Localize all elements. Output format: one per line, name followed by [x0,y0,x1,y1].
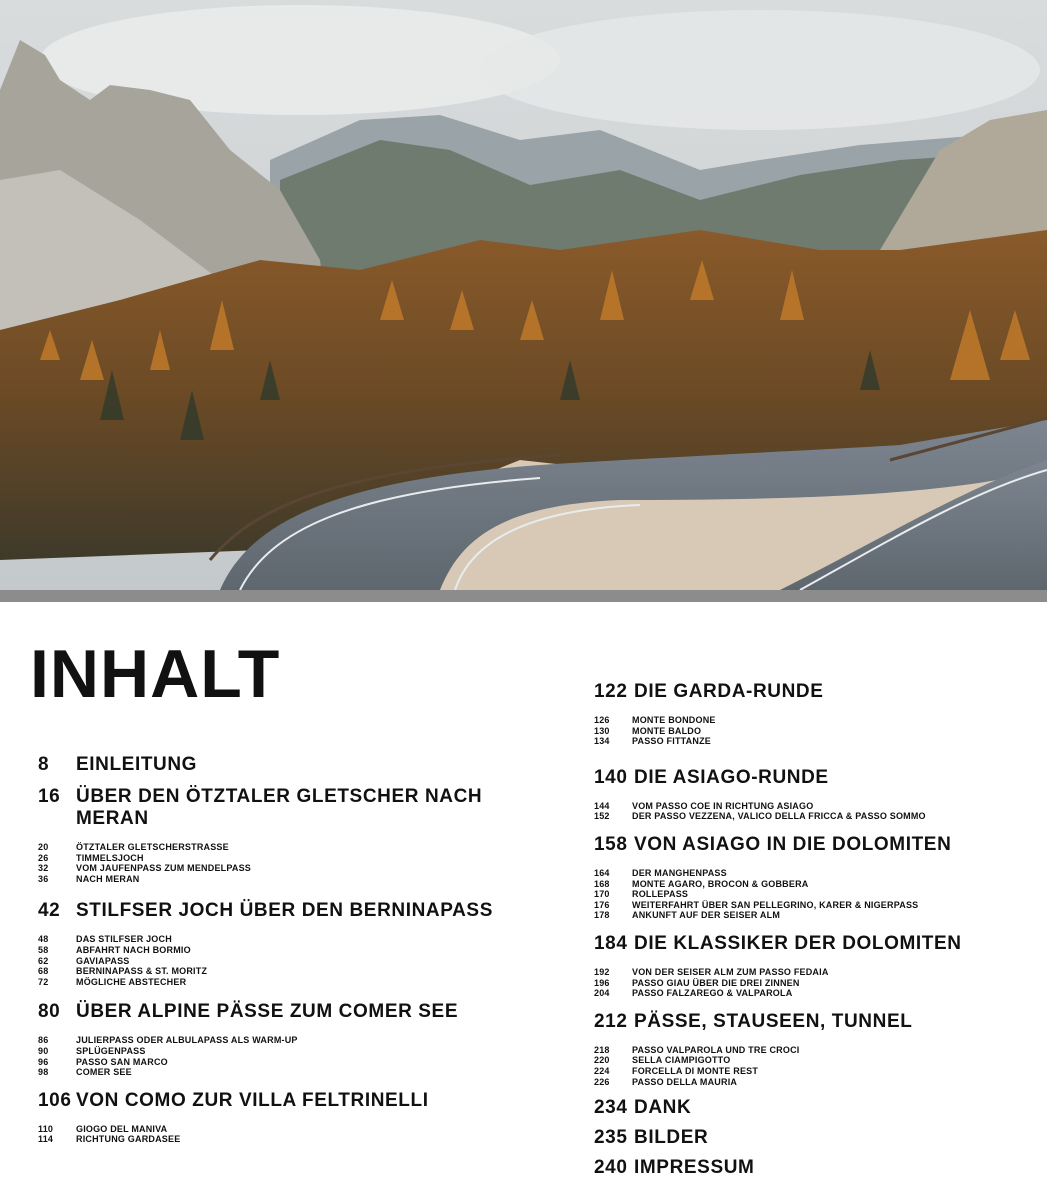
section-page-number: 86 [38,1035,49,1046]
section-title: PASSO SAN MARCO [76,1056,168,1067]
chapter-page-number: 212 [594,1010,628,1032]
section-item[interactable] [594,889,1034,900]
section-page-number: 196 [594,977,610,988]
section-item[interactable] [38,1046,508,1057]
section-item[interactable] [594,811,1034,822]
section-page-number: 58 [38,944,49,955]
chapter-page-number: 235 [594,1127,628,1149]
section-title: PASSO VALPAROLA UND TRE CROCI [632,1044,800,1055]
section-title: GIOGO DEL MANIVA [76,1123,168,1134]
chapter-heading[interactable] [594,933,1034,955]
chapter-title: EINLEITUNG [76,754,198,775]
section-item[interactable] [594,736,1034,747]
section-title: COMER SEE [76,1067,132,1078]
section-list [594,868,1034,921]
chapter-heading[interactable] [594,834,1034,856]
section-list [38,934,508,987]
chapter-page-number: 234 [594,1097,628,1119]
section-title: VOM JAUFENPASS ZUM MENDELPASS [76,863,251,874]
chapter-page-number: 140 [594,766,628,788]
chapter-heading[interactable] [594,1157,1034,1179]
toc-chapter-entry [594,933,1034,999]
section-item[interactable] [38,1134,508,1145]
chapter-page-number: 106 [38,1089,72,1111]
chapter-title: DIE ASIAGO-RUNDE [634,766,829,788]
section-item[interactable] [594,801,1034,812]
section-item[interactable] [38,853,508,864]
section-page-number: 110 [38,1123,54,1134]
toc-chapter-entry [594,1097,1034,1119]
chapter-title: ÜBER DEN ÖTZTALER GLETSCHER NACH MERAN [76,786,483,829]
chapter-title: PÄSSE, STAUSEEN, TUNNEL [634,1010,913,1032]
section-title: DAS STILFSER JOCH [76,934,172,945]
chapter-heading[interactable] [594,681,1034,703]
section-item[interactable] [594,879,1034,890]
toc-chapter-entry [38,754,508,776]
chapter-heading[interactable] [594,1011,1034,1033]
section-page-number: 90 [38,1045,49,1056]
section-page-number: 218 [594,1044,610,1055]
chapter-page-number: 8 [38,754,50,775]
section-page-number: 178 [594,910,610,921]
chapter-heading[interactable] [38,786,508,830]
section-list [38,1124,508,1145]
section-title: RICHTUNG GARDASEE [76,1134,181,1145]
section-title: JULIERPASS ODER ALBULAPASS ALS WARM-UP [76,1035,298,1046]
mountain-road-illustration [0,0,1047,590]
section-item[interactable] [594,715,1034,726]
section-page-number: 126 [594,715,610,725]
chapter-title: DIE KLASSIKER DER DOLOMITEN [634,932,962,954]
chapter-heading[interactable] [38,1090,508,1112]
section-list [594,801,1034,822]
chapter-page-number: 184 [594,932,628,954]
section-title: MONTE BALDO [632,725,702,736]
section-item[interactable] [594,1077,1034,1088]
section-page-number: 176 [594,899,610,910]
chapter-page-number: 240 [594,1157,628,1179]
section-page-number: 62 [38,955,49,966]
section-title: WEITERFAHRT ÜBER SAN PELLEGRINO, KARER & NIGERPASS [632,899,919,910]
chapter-heading[interactable] [38,1001,508,1023]
section-title: MONTE AGARO, BROCON & GOBBERA [632,878,809,889]
section-page-number: 20 [38,842,49,852]
section-title: MÖGLICHE ABSTECHER [76,976,187,987]
section-item[interactable] [38,1057,508,1068]
section-title: PASSO DELLA MAURIA [632,1076,738,1087]
section-item[interactable] [38,1124,508,1135]
section-page-number: 32 [38,863,49,874]
section-item[interactable] [38,874,508,885]
section-page-number: 68 [38,966,49,977]
toc-chapter-entry [38,1090,508,1145]
toc-chapter-entry [594,681,1034,747]
chapter-heading[interactable] [38,754,508,776]
section-item[interactable] [38,842,508,853]
section-title: TIMMELSJOCH [76,852,144,863]
section-item[interactable] [38,934,508,945]
section-item[interactable] [38,1035,508,1046]
toc-chapter-entry [594,1127,1034,1149]
section-title: DER PASSO VEZZENA, VALICO DELLA FRICCA & PASSO SOMMO [632,811,926,822]
section-title: PASSO FALZAREGO & VALPAROLA [632,988,793,999]
section-page-number: 96 [38,1056,49,1067]
section-title: PASSO GIAU ÜBER DIE DREI ZINNEN [632,977,800,988]
toc-chapter-entry [38,900,508,987]
chapter-title: VON ASIAGO IN DIE DOLOMITEN [634,833,952,855]
chapter-heading[interactable] [594,1127,1034,1149]
chapter-title: DIE GARDA-RUNDE [634,681,824,702]
section-page-number: 170 [594,889,610,900]
section-list [38,1035,508,1077]
section-page-number: 192 [594,966,610,977]
section-item[interactable] [38,966,508,977]
chapter-title: DANK [634,1097,692,1119]
page-title: INHALT [30,636,281,712]
section-title: SPLÜGENPASS [76,1045,146,1056]
section-list [38,842,508,884]
section-item[interactable] [594,868,1034,879]
toc-chapter-entry [594,834,1034,921]
chapter-heading[interactable] [594,1097,1034,1119]
section-item[interactable] [594,988,1034,999]
toc-chapter-entry [594,1011,1034,1087]
section-title: DER MANGHENPASS [632,867,727,878]
section-page-number: 26 [38,852,49,863]
section-title: VOM PASSO COE IN RICHTUNG ASIAGO [632,800,814,811]
section-page-number: 224 [594,1065,610,1076]
section-page-number: 144 [594,800,610,811]
section-title: VON DER SEISER ALM ZUM PASSO FEDAIA [632,966,829,977]
section-page-number: 164 [594,867,610,878]
chapter-heading[interactable] [594,767,1034,789]
section-list [594,967,1034,999]
section-title: NACH MERAN [76,873,140,884]
chapter-title: IMPRESSUM [634,1157,755,1179]
section-item[interactable] [594,967,1034,978]
section-item[interactable] [38,1067,508,1078]
section-title: SELLA CIAMPIGOTTO [632,1055,731,1066]
section-title: ÖTZTALER GLETSCHERSTRASSE [76,842,229,852]
section-title: ABFAHRT NACH BORMIO [76,944,191,955]
section-item[interactable] [594,726,1034,737]
section-title: GAVIAPASS [76,955,130,966]
section-item[interactable] [594,1045,1034,1056]
toc-chapter-entry [38,1001,508,1077]
section-page-number: 220 [594,1055,610,1066]
section-item[interactable] [38,977,508,988]
section-item[interactable] [38,956,508,967]
section-page-number: 36 [38,873,49,884]
chapter-page-number: 122 [594,681,628,702]
chapter-title: STILFSER JOCH ÜBER DEN BERNINAPASS [76,900,493,922]
section-page-number: 204 [594,988,610,999]
section-page-number: 48 [38,934,49,945]
section-item[interactable] [594,978,1034,989]
chapter-title: ÜBER ALPINE PÄSSE ZUM COMER SEE [76,1001,459,1023]
section-page-number: 226 [594,1076,610,1087]
section-item[interactable] [38,945,508,956]
section-item[interactable] [38,863,508,874]
chapter-heading[interactable] [38,900,508,922]
section-title: MONTE BONDONE [632,715,716,725]
toc-chapter-entry [38,786,508,884]
section-list [594,715,1034,747]
section-item[interactable] [594,910,1034,921]
section-page-number: 168 [594,878,610,889]
toc-chapter-entry [594,1157,1034,1179]
toc-chapter-entry [594,767,1034,822]
chapter-page-number: 16 [38,786,61,807]
section-title: ANKUNFT AUF DER SEISER ALM [632,910,781,921]
hero-photo [0,0,1047,590]
section-item[interactable] [594,1066,1034,1077]
chapter-title: VON COMO ZUR VILLA FELTRINELLI [76,1089,429,1111]
section-page-number: 72 [38,976,49,987]
section-item[interactable] [594,900,1034,911]
section-title: PASSO FITTANZE [632,736,711,747]
photo-bottom-band [0,590,1047,602]
section-list [594,1045,1034,1087]
section-page-number: 130 [594,725,610,736]
section-page-number: 114 [38,1134,54,1145]
section-title: FORCELLA DI MONTE REST [632,1065,759,1076]
chapter-page-number: 80 [38,1001,61,1023]
section-item[interactable] [594,1055,1034,1066]
toc-left-column [38,754,508,1145]
chapter-page-number: 42 [38,900,61,922]
section-page-number: 134 [594,736,610,747]
section-page-number: 98 [38,1067,49,1078]
chapter-page-number: 158 [594,833,628,855]
section-title: ROLLEPASS [632,889,689,900]
toc-right-column [594,681,1034,1179]
chapter-title: BILDER [634,1127,709,1149]
section-title: BERNINAPASS & ST. MORITZ [76,966,208,977]
section-page-number: 152 [594,811,610,822]
